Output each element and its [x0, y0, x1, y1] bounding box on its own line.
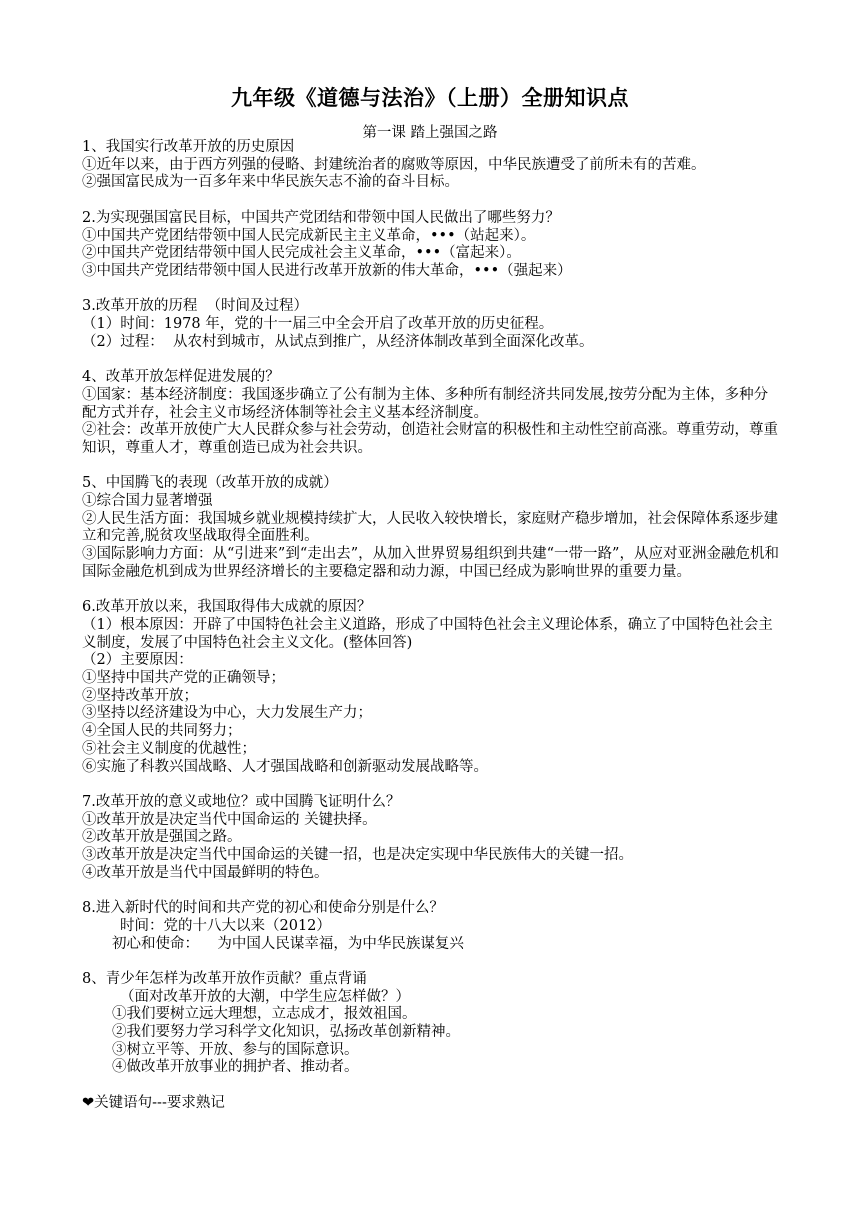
blank-line — [82, 458, 782, 476]
section-heading: 3.改革开放的历程 （时间及过程） — [82, 298, 309, 315]
document-title: 九年级《道德与法治》（上册）全册知识点 — [231, 85, 629, 110]
paragraph: ①中国共产党团结带领中国人民完成新民主主义革命，•••（站起来）。 — [82, 227, 536, 244]
list-item: ③树立平等、开放、参与的国际意识。 — [112, 1041, 359, 1058]
section-heading: 7.改革开放的意义或地位？或中国腾飞证明什么？ — [82, 793, 401, 810]
paragraph: ②社会：改革开放使广大人民群众参与社会劳动，创造社会财富的积极性和主动性空前高涨。尊重劳动，尊重知识，尊重人才，尊重创造已成为社会共识。 — [82, 422, 778, 456]
blank-line — [82, 882, 782, 900]
paragraph: 时间：党的十八大以来（2012） — [120, 917, 331, 934]
list-item: ③改革开放是决定当代中国命运的关键一招，也是决定实现中华民族伟大的关键一招。 — [82, 847, 633, 864]
section-heading: 8.进入新时代的时间和共产党的初心和使命分别是什么？ — [82, 900, 444, 917]
blank-line — [82, 351, 782, 369]
list-item: ①我们要树立远大理想，立志成才，报效祖国。 — [112, 1006, 417, 1023]
blank-line — [82, 953, 782, 971]
blank-line — [82, 281, 782, 299]
list-item: ④改革开放是当代中国最鲜明的特色。 — [82, 864, 329, 881]
paragraph: ①综合国力显著增强 — [82, 493, 213, 509]
section-heading: 4、改革开放怎样促进发展的？ — [82, 369, 280, 386]
section-heading: 8、青少年怎样为改革开放作贡献？重点背诵 — [82, 970, 367, 987]
section-heading: 1、我国实行改革开放的历史原因 — [82, 139, 295, 155]
section-heading: 5、中国腾飞的表现（改革开放的成就） — [82, 475, 338, 492]
list-item: ④做改革开放事业的拥护者、推动者。 — [112, 1059, 359, 1076]
paragraph: ①国家：基本经济制度：我国逐步确立了公有制为主体、多种所有制经济共同发展,按劳分配为主体，多种分配方式并存，社会主义市场经济体制等社会主义基本经济制度。 — [82, 386, 769, 421]
list-item: ①坚持中国共产党的正确领导； — [82, 670, 285, 687]
paragraph: （1）时间：1978 年，党的十一届三中全会开启了改革开放的历史征程。 — [82, 316, 554, 332]
paragraph: ③中国共产党团结带领中国人民进行改革开放新的伟大革命，•••（强起来） — [82, 262, 572, 279]
blank-line — [82, 1077, 782, 1095]
list-item: ④全国人民的共同努力； — [82, 723, 242, 740]
list-item: ③坚持以经济建设为中心，大力发展生产力； — [82, 705, 372, 722]
paragraph: 初心和使命： 为中国人民谋幸福，为中华民族谋复兴 — [112, 935, 464, 952]
blank-line — [82, 776, 782, 794]
paragraph: ②中国共产党团结带领中国人民完成社会主义革命，•••（富起来）。 — [82, 245, 521, 262]
blank-line — [82, 192, 782, 210]
list-item: ②改革开放是强国之路。 — [82, 829, 242, 846]
key-sentences-heading: ❤关键语句---要求熟记 — [82, 1094, 225, 1111]
paragraph: ①近年以来，由于西方列强的侵略、封建统治者的腐败等原因，中华民族遭受了前所未有的苦难。 — [82, 156, 706, 173]
list-item: ②坚持改革开放； — [82, 687, 198, 704]
list-item: ①改革开放是决定当代中国命运的 关键抉择。 — [82, 811, 377, 828]
section-heading: 6.改革开放以来，我国取得伟大成就的原因？ — [82, 599, 372, 616]
list-item: ⑥实施了科教兴国战略、人才强国战略和创新驱动发展战略等。 — [82, 758, 488, 775]
section-heading: 2.为实现强国富民目标，中国共产党团结和带领中国人民做出了哪些努力？ — [82, 209, 560, 226]
blank-line — [82, 582, 782, 600]
paragraph: （面对改革开放的大潮，中学生应怎样做？） — [120, 988, 410, 1005]
document-body — [82, 139, 782, 1113]
paragraph: ②强国富民成为一百多年来中华民族矢志不渝的奋斗目标。 — [82, 174, 459, 191]
paragraph: （1）根本原因：开辟了中国特色社会主义道路，形成了中国特色社会主义理论体系，确立了中国特色社会主义制度，发展了中国特色社会主义文化。(整体回答) — [82, 616, 773, 651]
list-item: ⑤社会主义制度的优越性； — [82, 740, 256, 757]
paragraph: （2）主要原因： — [82, 652, 193, 669]
paragraph: （2）过程： 从农村到城市，从试点到推广，从经济体制改革到全面深化改革。 — [82, 333, 594, 350]
paragraph: ②人民生活方面：我国城乡就业规模持续扩大，人民收入较快增长，家庭财产稳步增加，社会保障体系逐步建立和完善,脱贫攻坚战取得全面胜利。 — [82, 510, 778, 545]
lesson-heading: 第一课 踏上强国之路 — [362, 125, 498, 141]
paragraph: ③国际影响力方面：从“引进来”到“走出去”，从加入世界贸易组织到共建“一带一路”，从应对亚洲金融危机和国际金融危机到成为世界经济增长的主要稳定器和动力源，中国已经成为影响世界的重要力量。 — [82, 546, 779, 580]
list-item: ②我们要努力学习科学文化知识，弘扬改革创新精神。 — [112, 1024, 460, 1041]
